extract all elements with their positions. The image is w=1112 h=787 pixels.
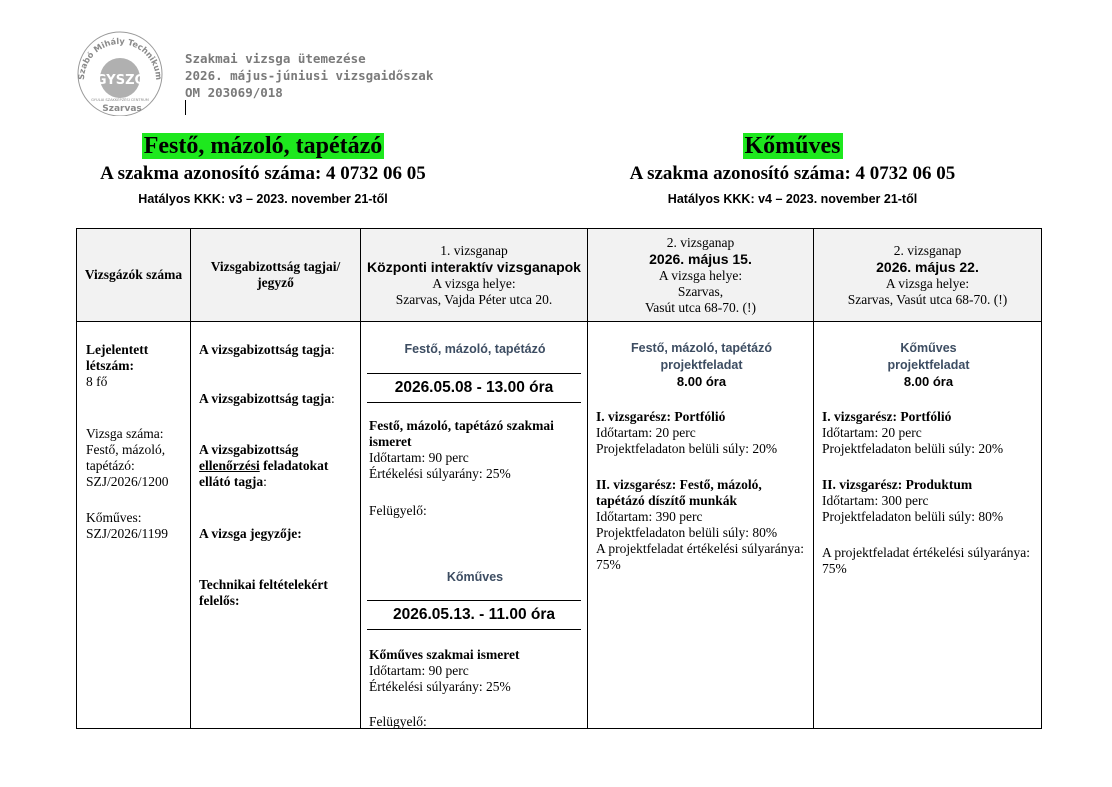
left-kkk: Hatályos KKK: v3 – 2023. november 21-től [138, 192, 388, 206]
day1-place-label: A vizsga helye: [432, 275, 516, 291]
komuves-subject: Kőműves szakmai ismeret [369, 647, 520, 662]
header-c2-text: Vizsgabizottság tagjai/ jegyző [210, 259, 341, 290]
day2b-place: Szarvas, Vasút utca 68-70. (!) [847, 291, 1008, 307]
festo-project-time: 8.00 óra [676, 374, 727, 389]
header-c1-text: Vizsgázók száma [84, 267, 183, 282]
day2b-place-label: A vizsga helye: [885, 275, 970, 291]
header-day2b [814, 229, 1042, 322]
day2a-place1: Szarvas, [677, 283, 724, 299]
festo-p2-title: II. vizsgarész: Festő, mázoló, tapétázó díszítő munkák [596, 477, 762, 508]
festo-p1-duration: Időtartam: 20 perc [596, 425, 696, 440]
left-trade-title: Festő, mázoló, tapétázó [143, 133, 383, 159]
logo-sub: GYULAI SZAKKÉPZÉSI CENTRUM [91, 98, 149, 102]
komuves-project-title: Kőműves [900, 341, 957, 355]
festo-section-title: Festő, mázoló, tapétázó [404, 342, 546, 356]
left-azonosito: A szakma azonosító száma: 4 0732 06 05 [100, 163, 426, 184]
ellenorzo-label [199, 442, 354, 490]
ell-colon: : [263, 474, 267, 489]
header-day2a [588, 229, 814, 322]
header-line-2: 2026. május-júniusi vizsgaidőszak [185, 68, 434, 83]
day2a-date: 2026. május 15. [649, 250, 752, 267]
festo-duration: Időtartam: 90 perc [369, 450, 469, 465]
letszam-value: 8 fő [86, 374, 108, 389]
jegyzo-label: A vizsga jegyzője: [199, 526, 302, 541]
cell-day2a [588, 322, 814, 729]
day1-place: Szarvas, Vajda Péter utca 20. [395, 291, 553, 307]
day1-label: 1. vizsganap [440, 242, 508, 258]
tag2-label: A vizsgabizottság tagja [199, 391, 331, 406]
festo-project-title: Festő, mázoló, tapétázó [631, 341, 772, 355]
text-cursor [185, 100, 186, 115]
school-logo [70, 28, 168, 116]
day2b-label: 2. vizsganap [893, 242, 962, 258]
festo-p2-weight: Projektfeladaton belüli súly: 80% [596, 525, 778, 540]
komuves-p2-duration: Időtartam: 300 perc [822, 493, 929, 508]
tag2-colon: : [331, 391, 335, 406]
header-vizsgazok [77, 229, 191, 322]
cell-vizsgazok [77, 322, 191, 729]
festo-subject: Festő, mázoló, tapétázó szakmai ismeret [369, 418, 554, 449]
right-trade-title: Kőműves [744, 133, 841, 159]
festo-p1-weight: Projektfeladaton belüli súly: 20% [596, 441, 778, 456]
technikai-label: Technikai feltételekért felelős: [199, 577, 328, 608]
tag1-colon: : [331, 342, 335, 357]
festo-supervisor: Felügyelő: [369, 503, 427, 518]
komuves-project-sub: projektfeladat [887, 358, 970, 372]
cell-day2b [814, 322, 1042, 729]
ell-post: feladatokat ellátó tagja [199, 458, 329, 489]
komuves-date: 2026.05.13. - 11.00 óra [367, 600, 581, 630]
komuves-project-time: 8.00 óra [903, 374, 954, 389]
komuves-p1-weight: Projektfeladaton belüli súly: 20% [822, 441, 1004, 456]
header-line-3: OM 203069/018 [185, 85, 283, 100]
tag1-label: A vizsgabizottság tagja [199, 342, 331, 357]
komuves-section-title: Kőműves [446, 570, 504, 584]
komuves-p2-title: II. vizsgarész: Produktum [822, 477, 973, 492]
komuves-szam: SZJ/2026/1199 [86, 526, 169, 541]
ell-underlined: ellenőrzési [199, 458, 260, 473]
left-trade-block [0, 131, 526, 161]
header-day1 [361, 229, 588, 322]
festo-overall-weight: A projektfeladat értékelési súlyaránya: 75% [596, 541, 805, 572]
komuves-duration: Időtartam: 90 perc [369, 663, 469, 678]
komuves-p2-weight: Projektfeladaton belüli súly: 80% [822, 509, 1004, 524]
day2a-label: 2. vizsganap [666, 234, 735, 250]
right-azonosito: A szakma azonosító száma: 4 0732 06 05 [629, 163, 956, 184]
logo-abbr: GYSZC [95, 73, 145, 88]
komuves-supervisor: Felügyelő: [369, 714, 427, 729]
header-bizottsag [191, 229, 361, 322]
komuves-p1-title: I. vizsgarész: Portfólió [822, 409, 952, 424]
vizsga-szama-label: Vizsga száma: [86, 426, 164, 441]
day1-title: Központi interaktív vizsganapok [367, 258, 581, 275]
festo-date: 2026.05.08 - 13.00 óra [367, 373, 581, 403]
right-trade-block [530, 131, 1055, 161]
day2b-date: 2026. május 22. [876, 258, 979, 275]
festo-p1-title: I. vizsgarész: Portfólió [596, 409, 726, 424]
ell-pre: A vizsgabizottság [199, 442, 299, 457]
festo-szam: SZJ/2026/1200 [86, 474, 169, 489]
cell-day1 [361, 322, 588, 729]
komuves-p1-duration: Időtartam: 20 perc [822, 425, 922, 440]
day2a-place-label: A vizsga helye: [658, 267, 743, 283]
festo-project-sub: projektfeladat [660, 358, 743, 372]
festo-p2-duration: Időtartam: 390 perc [596, 509, 703, 524]
komuves-label: Kőműves: [86, 510, 142, 525]
komuves-overall-weight: A projektfeladat értékelési súlyaránya: 75% [822, 545, 1031, 576]
header-line-1: Szakmai vizsga ütemezése [185, 51, 366, 66]
letszam-label: Lejelentett létszám: [86, 342, 149, 373]
right-kkk: Hatályos KKK: v4 – 2023. november 21-től [667, 192, 918, 206]
festo-weight: Értékelési súlyarány: 25% [369, 466, 511, 481]
logo-arc-text: Szabó Mihály Technikum [75, 35, 165, 81]
cell-bizottsag [191, 322, 361, 729]
day2a-place2: Vasút utca 68-70. (!) [645, 299, 756, 315]
document-header [185, 50, 433, 101]
schedule-table [76, 228, 1042, 729]
festo-label: Festő, mázoló, tapétázó: [86, 442, 166, 473]
logo-city: Szarvas [102, 104, 142, 114]
komuves-weight: Értékelési súlyarány: 25% [369, 679, 511, 694]
